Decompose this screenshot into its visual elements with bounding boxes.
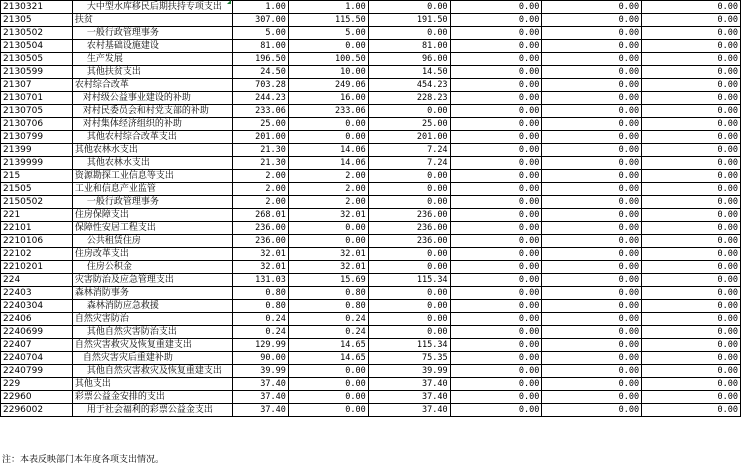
cell-amount[interactable]: 2.00 — [288, 170, 368, 183]
cell-amount[interactable]: 0.00 — [642, 66, 741, 79]
table-row[interactable] — [1, 313, 741, 326]
cell-code[interactable]: 2130505 — [1, 53, 73, 66]
cell-amount[interactable]: 0.00 — [542, 274, 642, 287]
cell-amount[interactable]: 0.00 — [542, 404, 642, 417]
cell-amount[interactable]: 0.00 — [450, 352, 542, 365]
cell-amount[interactable]: 25.00 — [232, 118, 288, 131]
cell-amount[interactable]: 0.24 — [232, 326, 288, 339]
cell-amount[interactable]: 129.99 — [232, 339, 288, 352]
cell-amount[interactable]: 0.00 — [642, 287, 741, 300]
cell-amount[interactable]: 201.00 — [368, 131, 450, 144]
cell-amount[interactable]: 0.00 — [542, 118, 642, 131]
cell-amount[interactable]: 0.00 — [542, 105, 642, 118]
cell-amount[interactable]: 0.00 — [450, 209, 542, 222]
table-row[interactable] — [1, 222, 741, 235]
cell-amount[interactable]: 0.00 — [642, 391, 741, 404]
cell-amount[interactable]: 249.06 — [288, 79, 368, 92]
cell-amount[interactable]: 0.00 — [450, 66, 542, 79]
cell-amount[interactable]: 0.00 — [642, 14, 741, 27]
cell-amount[interactable]: 96.00 — [368, 53, 450, 66]
cell-amount[interactable]: 0.00 — [450, 105, 542, 118]
cell-amount[interactable]: 0.00 — [642, 404, 741, 417]
cell-amount[interactable]: 0.00 — [642, 53, 741, 66]
cell-name[interactable]: 对村集体经济组织的补助 — [72, 118, 232, 131]
cell-amount[interactable]: 0.00 — [542, 66, 642, 79]
cell-amount[interactable]: 0.00 — [642, 235, 741, 248]
cell-amount[interactable]: 0.00 — [450, 235, 542, 248]
cell-amount[interactable]: 0.00 — [542, 222, 642, 235]
cell-name[interactable]: 森林消防应急救援 — [72, 300, 232, 313]
cell-amount[interactable]: 0.00 — [542, 313, 642, 326]
cell-amount[interactable]: 0.00 — [642, 196, 741, 209]
cell-amount[interactable]: 0.00 — [450, 404, 542, 417]
cell-amount[interactable]: 0.00 — [642, 378, 741, 391]
cell-amount[interactable]: 0.00 — [542, 365, 642, 378]
cell-code[interactable]: 2130599 — [1, 66, 73, 79]
cell-amount[interactable]: 236.00 — [368, 235, 450, 248]
cell-amount[interactable]: 0.00 — [450, 196, 542, 209]
cell-amount[interactable]: 0.00 — [450, 339, 542, 352]
cell-amount[interactable]: 0.00 — [368, 261, 450, 274]
cell-amount[interactable]: 81.00 — [232, 40, 288, 53]
cell-code[interactable]: 22102 — [1, 248, 73, 261]
cell-amount[interactable]: 0.00 — [542, 209, 642, 222]
table-row[interactable] — [1, 40, 741, 53]
cell-amount[interactable]: 0.00 — [450, 92, 542, 105]
cell-amount[interactable]: 2.00 — [232, 170, 288, 183]
cell-amount[interactable]: 0.24 — [288, 326, 368, 339]
cell-amount[interactable]: 236.00 — [232, 235, 288, 248]
cell-code[interactable]: 2130502 — [1, 27, 73, 40]
cell-name[interactable]: 其他自然灾害防治支出 — [72, 326, 232, 339]
cell-amount[interactable]: 233.06 — [288, 105, 368, 118]
cell-amount[interactable]: 0.00 — [542, 170, 642, 183]
cell-amount[interactable]: 7.24 — [368, 144, 450, 157]
cell-amount[interactable]: 201.00 — [232, 131, 288, 144]
table-row[interactable] — [1, 157, 741, 170]
cell-amount[interactable]: 14.65 — [288, 339, 368, 352]
cell-amount[interactable]: 0.00 — [450, 27, 542, 40]
table-row[interactable] — [1, 378, 741, 391]
cell-amount[interactable]: 0.00 — [542, 131, 642, 144]
cell-amount[interactable]: 32.01 — [232, 248, 288, 261]
cell-amount[interactable]: 2.00 — [288, 183, 368, 196]
cell-amount[interactable]: 0.00 — [288, 118, 368, 131]
cell-amount[interactable]: 0.00 — [542, 53, 642, 66]
cell-amount[interactable]: 0.24 — [232, 313, 288, 326]
cell-amount[interactable]: 0.00 — [450, 170, 542, 183]
cell-amount[interactable]: 0.00 — [542, 378, 642, 391]
table-row[interactable] — [1, 66, 741, 79]
cell-amount[interactable]: 5.00 — [288, 27, 368, 40]
cell-amount[interactable]: 0.00 — [450, 118, 542, 131]
cell-amount[interactable]: 0.00 — [450, 378, 542, 391]
cell-amount[interactable]: 0.00 — [642, 170, 741, 183]
cell-amount[interactable]: 0.00 — [450, 183, 542, 196]
cell-amount[interactable]: 0.00 — [368, 170, 450, 183]
cell-amount[interactable]: 0.00 — [450, 157, 542, 170]
cell-amount[interactable]: 0.00 — [642, 365, 741, 378]
table-row[interactable] — [1, 144, 741, 157]
cell-amount[interactable]: 0.00 — [642, 27, 741, 40]
cell-amount[interactable]: 0.00 — [542, 391, 642, 404]
cell-code[interactable]: 22406 — [1, 313, 73, 326]
cell-name[interactable]: 农村基础设施建设 — [72, 40, 232, 53]
cell-amount[interactable]: 703.28 — [232, 79, 288, 92]
cell-code[interactable]: 2130705 — [1, 105, 73, 118]
cell-amount[interactable]: 0.00 — [450, 313, 542, 326]
cell-amount[interactable]: 5.00 — [232, 27, 288, 40]
cell-code[interactable]: 2150502 — [1, 196, 73, 209]
cell-amount[interactable]: 0.80 — [232, 300, 288, 313]
cell-amount[interactable]: 0.00 — [642, 274, 741, 287]
table-row[interactable] — [1, 183, 741, 196]
table-row[interactable] — [1, 105, 741, 118]
cell-amount[interactable]: 0.00 — [450, 287, 542, 300]
cell-amount[interactable]: 0.00 — [288, 391, 368, 404]
cell-amount[interactable]: 0.00 — [642, 105, 741, 118]
cell-code[interactable]: 22960 — [1, 391, 73, 404]
cell-amount[interactable]: 0.00 — [368, 27, 450, 40]
cell-name[interactable]: 森林消防事务 — [72, 287, 232, 300]
cell-code[interactable]: 2240704 — [1, 352, 73, 365]
table-row[interactable] — [1, 53, 741, 66]
cell-amount[interactable]: 0.00 — [368, 1, 450, 14]
cell-amount[interactable]: 0.00 — [542, 261, 642, 274]
cell-name[interactable]: 其他支出 — [72, 378, 232, 391]
cell-name[interactable]: 住房保障支出 — [72, 209, 232, 222]
table-row[interactable] — [1, 248, 741, 261]
cell-amount[interactable]: 0.00 — [542, 27, 642, 40]
cell-amount[interactable]: 0.00 — [450, 79, 542, 92]
cell-amount[interactable]: 196.50 — [232, 53, 288, 66]
cell-name[interactable]: 灾害防治及应急管理支出 — [72, 274, 232, 287]
cell-name[interactable]: 其他自然灾害救灾及恢复重建支出 — [72, 365, 232, 378]
cell-code[interactable]: 221 — [1, 209, 73, 222]
cell-name[interactable]: 大中型水库移民后期扶持专项支出 — [72, 1, 232, 14]
cell-amount[interactable]: 0.00 — [542, 92, 642, 105]
cell-name[interactable]: 住房公积金 — [72, 261, 232, 274]
cell-amount[interactable]: 0.00 — [542, 300, 642, 313]
cell-amount[interactable]: 0.00 — [542, 40, 642, 53]
cell-amount[interactable]: 0.00 — [450, 300, 542, 313]
cell-amount[interactable]: 0.00 — [288, 222, 368, 235]
cell-amount[interactable]: 37.40 — [232, 391, 288, 404]
cell-code[interactable]: 21307 — [1, 79, 73, 92]
cell-amount[interactable]: 32.01 — [288, 261, 368, 274]
cell-amount[interactable]: 0.00 — [450, 248, 542, 261]
cell-amount[interactable]: 25.00 — [368, 118, 450, 131]
cell-amount[interactable]: 0.00 — [288, 235, 368, 248]
cell-amount[interactable]: 115.34 — [368, 274, 450, 287]
cell-name[interactable]: 用于社会福利的彩票公益金支出 — [72, 404, 232, 417]
cell-amount[interactable]: 32.01 — [232, 261, 288, 274]
cell-amount[interactable]: 0.00 — [642, 261, 741, 274]
cell-amount[interactable]: 2.00 — [232, 196, 288, 209]
cell-amount[interactable]: 100.50 — [288, 53, 368, 66]
cell-name[interactable]: 自然灾害灾后重建补助 — [72, 352, 232, 365]
cell-amount[interactable]: 244.23 — [232, 92, 288, 105]
cell-amount[interactable]: 236.00 — [368, 209, 450, 222]
cell-name[interactable]: 对村级公益事业建设的补助 — [72, 92, 232, 105]
table-row[interactable] — [1, 118, 741, 131]
cell-name[interactable]: 生产发展 — [72, 53, 232, 66]
cell-amount[interactable]: 14.06 — [288, 144, 368, 157]
cell-amount[interactable]: 0.80 — [288, 300, 368, 313]
cell-amount[interactable]: 0.00 — [642, 144, 741, 157]
cell-amount[interactable]: 0.00 — [642, 352, 741, 365]
cell-amount[interactable]: 233.06 — [232, 105, 288, 118]
cell-code[interactable]: 2130701 — [1, 92, 73, 105]
cell-amount[interactable]: 10.00 — [288, 66, 368, 79]
cell-name[interactable]: 其他农林水支出 — [72, 144, 232, 157]
table-row[interactable] — [1, 404, 741, 417]
cell-amount[interactable]: 0.00 — [642, 300, 741, 313]
cell-amount[interactable]: 0.00 — [368, 196, 450, 209]
cell-amount[interactable]: 0.00 — [542, 183, 642, 196]
cell-code[interactable]: 2210201 — [1, 261, 73, 274]
cell-amount[interactable]: 0.00 — [450, 274, 542, 287]
cell-amount[interactable]: 0.00 — [642, 40, 741, 53]
cell-amount[interactable]: 37.40 — [368, 404, 450, 417]
cell-amount[interactable]: 37.40 — [232, 378, 288, 391]
cell-amount[interactable]: 0.00 — [642, 339, 741, 352]
cell-code[interactable]: 2130706 — [1, 118, 73, 131]
cell-amount[interactable]: 0.00 — [642, 1, 741, 14]
cell-code[interactable]: 2210106 — [1, 235, 73, 248]
cell-amount[interactable]: 115.50 — [288, 14, 368, 27]
cell-amount[interactable]: 131.03 — [232, 274, 288, 287]
cell-amount[interactable]: 0.00 — [450, 391, 542, 404]
error-indicator-icon — [227, 0, 231, 4]
cell-code[interactable]: 229 — [1, 378, 73, 391]
table-row[interactable] — [1, 235, 741, 248]
cell-amount[interactable]: 0.00 — [642, 248, 741, 261]
cell-code[interactable]: 22407 — [1, 339, 73, 352]
cell-amount[interactable]: 0.00 — [542, 14, 642, 27]
cell-amount[interactable]: 0.80 — [288, 287, 368, 300]
cell-amount[interactable]: 81.00 — [368, 40, 450, 53]
cell-amount[interactable]: 37.40 — [368, 378, 450, 391]
cell-amount[interactable]: 0.00 — [288, 404, 368, 417]
cell-code[interactable]: 21305 — [1, 14, 73, 27]
cell-amount[interactable]: 0.00 — [542, 248, 642, 261]
cell-amount[interactable]: 21.30 — [232, 157, 288, 170]
cell-code[interactable]: 22101 — [1, 222, 73, 235]
cell-amount[interactable]: 0.00 — [542, 157, 642, 170]
cell-code[interactable]: 21505 — [1, 183, 73, 196]
cell-code[interactable]: 215 — [1, 170, 73, 183]
cell-code[interactable]: 2130504 — [1, 40, 73, 53]
footer-note: 注：本表反映部门本年度各项支出情况。 — [2, 455, 165, 465]
cell-amount[interactable]: 0.00 — [642, 326, 741, 339]
cell-amount[interactable]: 236.00 — [368, 222, 450, 235]
table-row[interactable] — [1, 300, 741, 313]
cell-amount[interactable]: 0.00 — [450, 326, 542, 339]
cell-amount[interactable]: 0.00 — [288, 40, 368, 53]
cell-amount[interactable]: 14.06 — [288, 157, 368, 170]
cell-amount[interactable]: 0.00 — [368, 300, 450, 313]
cell-amount[interactable]: 454.23 — [368, 79, 450, 92]
cell-amount[interactable]: 0.00 — [450, 261, 542, 274]
cell-amount[interactable]: 0.00 — [542, 326, 642, 339]
cell-amount[interactable]: 16.00 — [288, 92, 368, 105]
cell-amount[interactable]: 0.00 — [542, 235, 642, 248]
cell-code[interactable]: 21399 — [1, 144, 73, 157]
table-row[interactable] — [1, 391, 741, 404]
cell-code[interactable]: 2130321 — [1, 1, 73, 14]
table-row[interactable] — [1, 27, 741, 40]
cell-amount[interactable]: 2.00 — [288, 196, 368, 209]
table-body — [1, 1, 741, 417]
cell-name[interactable]: 保障性安居工程支出 — [72, 222, 232, 235]
table-row[interactable] — [1, 352, 741, 365]
cell-code[interactable]: 2139999 — [1, 157, 73, 170]
cell-amount[interactable]: 0.00 — [288, 378, 368, 391]
cell-name[interactable]: 一般行政管理事务 — [72, 196, 232, 209]
cell-name[interactable]: 工业和信息产业监管 — [72, 183, 232, 196]
cell-amount[interactable]: 0.00 — [450, 14, 542, 27]
cell-amount[interactable]: 14.50 — [368, 66, 450, 79]
table-row[interactable] — [1, 287, 741, 300]
cell-amount[interactable]: 0.00 — [542, 79, 642, 92]
cell-amount[interactable]: 0.00 — [542, 287, 642, 300]
table-row[interactable] — [1, 339, 741, 352]
cell-amount[interactable]: 0.00 — [642, 313, 741, 326]
cell-amount[interactable]: 0.00 — [642, 183, 741, 196]
table-row[interactable] — [1, 79, 741, 92]
cell-amount[interactable]: 0.00 — [368, 105, 450, 118]
cell-amount[interactable]: 0.00 — [450, 222, 542, 235]
cell-amount[interactable]: 0.00 — [642, 118, 741, 131]
table-row[interactable] — [1, 209, 741, 222]
table-row[interactable] — [1, 92, 741, 105]
cell-name[interactable]: 住房改革支出 — [72, 248, 232, 261]
cell-amount[interactable]: 0.80 — [232, 287, 288, 300]
cell-amount[interactable]: 0.00 — [542, 1, 642, 14]
cell-code[interactable]: 22403 — [1, 287, 73, 300]
cell-amount[interactable]: 0.00 — [642, 79, 741, 92]
cell-code[interactable]: 2130799 — [1, 131, 73, 144]
cell-amount[interactable]: 0.00 — [450, 40, 542, 53]
cell-amount[interactable]: 228.23 — [368, 92, 450, 105]
cell-amount[interactable]: 1.00 — [232, 1, 288, 14]
cell-amount[interactable]: 0.00 — [368, 287, 450, 300]
cell-amount[interactable]: 0.00 — [450, 144, 542, 157]
cell-amount[interactable]: 236.00 — [232, 222, 288, 235]
cell-amount[interactable]: 191.50 — [368, 14, 450, 27]
cell-amount[interactable]: 0.00 — [450, 365, 542, 378]
cell-amount[interactable]: 21.30 — [232, 144, 288, 157]
cell-amount[interactable]: 0.00 — [368, 248, 450, 261]
cell-amount[interactable]: 0.00 — [368, 326, 450, 339]
cell-amount[interactable]: 0.00 — [642, 157, 741, 170]
cell-amount[interactable]: 7.24 — [368, 157, 450, 170]
table-row[interactable] — [1, 170, 741, 183]
cell-amount[interactable]: 0.00 — [542, 352, 642, 365]
cell-code[interactable]: 2240304 — [1, 300, 73, 313]
cell-amount[interactable]: 0.00 — [542, 144, 642, 157]
cell-amount[interactable]: 32.01 — [288, 209, 368, 222]
cell-amount[interactable]: 1.00 — [288, 1, 368, 14]
cell-amount[interactable]: 0.00 — [288, 131, 368, 144]
cell-name[interactable]: 彩票公益金安排的支出 — [72, 391, 232, 404]
cell-amount[interactable]: 115.34 — [368, 339, 450, 352]
cell-name[interactable]: 资源勘探工业信息等支出 — [72, 170, 232, 183]
cell-name[interactable]: 自然灾害防治 — [72, 313, 232, 326]
cell-code[interactable]: 2296002 — [1, 404, 73, 417]
cell-amount[interactable]: 39.99 — [232, 365, 288, 378]
table-row[interactable] — [1, 196, 741, 209]
cell-amount[interactable]: 2.00 — [232, 183, 288, 196]
cell-amount[interactable]: 24.50 — [232, 66, 288, 79]
cell-amount[interactable]: 0.00 — [542, 196, 642, 209]
cell-amount[interactable]: 0.00 — [450, 1, 542, 14]
cell-amount[interactable]: 37.40 — [232, 404, 288, 417]
cell-name[interactable]: 扶贫 — [72, 14, 232, 27]
table-row[interactable] — [1, 261, 741, 274]
cell-amount[interactable]: 0.00 — [642, 92, 741, 105]
table-row[interactable] — [1, 14, 741, 27]
cell-amount[interactable]: 0.00 — [642, 209, 741, 222]
cell-amount[interactable]: 37.40 — [368, 391, 450, 404]
cell-amount[interactable]: 0.00 — [450, 53, 542, 66]
cell-amount[interactable]: 32.01 — [288, 248, 368, 261]
cell-name[interactable]: 自然灾害救灾及恢复重建支出 — [72, 339, 232, 352]
cell-amount[interactable]: 307.00 — [232, 14, 288, 27]
cell-name[interactable]: 其他农林水支出 — [72, 157, 232, 170]
cell-code[interactable]: 224 — [1, 274, 73, 287]
cell-amount[interactable]: 75.35 — [368, 352, 450, 365]
table-row[interactable] — [1, 326, 741, 339]
cell-amount[interactable]: 39.99 — [368, 365, 450, 378]
cell-amount[interactable]: 0.00 — [450, 131, 542, 144]
cell-amount[interactable]: 0.00 — [642, 131, 741, 144]
cell-amount[interactable]: 0.00 — [368, 313, 450, 326]
cell-name[interactable]: 一般行政管理事务 — [72, 27, 232, 40]
cell-amount[interactable]: 15.69 — [288, 274, 368, 287]
cell-name[interactable]: 农村综合改革 — [72, 79, 232, 92]
table-row[interactable] — [1, 1, 741, 14]
table-row[interactable] — [1, 365, 741, 378]
table-row[interactable] — [1, 274, 741, 287]
cell-amount[interactable]: 0.00 — [368, 183, 450, 196]
cell-amount[interactable]: 268.01 — [232, 209, 288, 222]
cell-name[interactable]: 对村民委员会和村党支部的补助 — [72, 105, 232, 118]
cell-code[interactable]: 2240699 — [1, 326, 73, 339]
cell-name[interactable]: 公共租赁住房 — [72, 235, 232, 248]
cell-amount[interactable]: 90.00 — [232, 352, 288, 365]
table-row[interactable] — [1, 131, 741, 144]
cell-name[interactable]: 其他农村综合改革支出 — [72, 131, 232, 144]
cell-code[interactable]: 2240799 — [1, 365, 73, 378]
cell-amount[interactable]: 0.24 — [288, 313, 368, 326]
cell-amount[interactable]: 0.00 — [642, 222, 741, 235]
cell-amount[interactable]: 0.00 — [542, 339, 642, 352]
cell-amount[interactable]: 14.65 — [288, 352, 368, 365]
cell-name[interactable]: 其他扶贫支出 — [72, 66, 232, 79]
cell-amount[interactable]: 0.00 — [288, 365, 368, 378]
